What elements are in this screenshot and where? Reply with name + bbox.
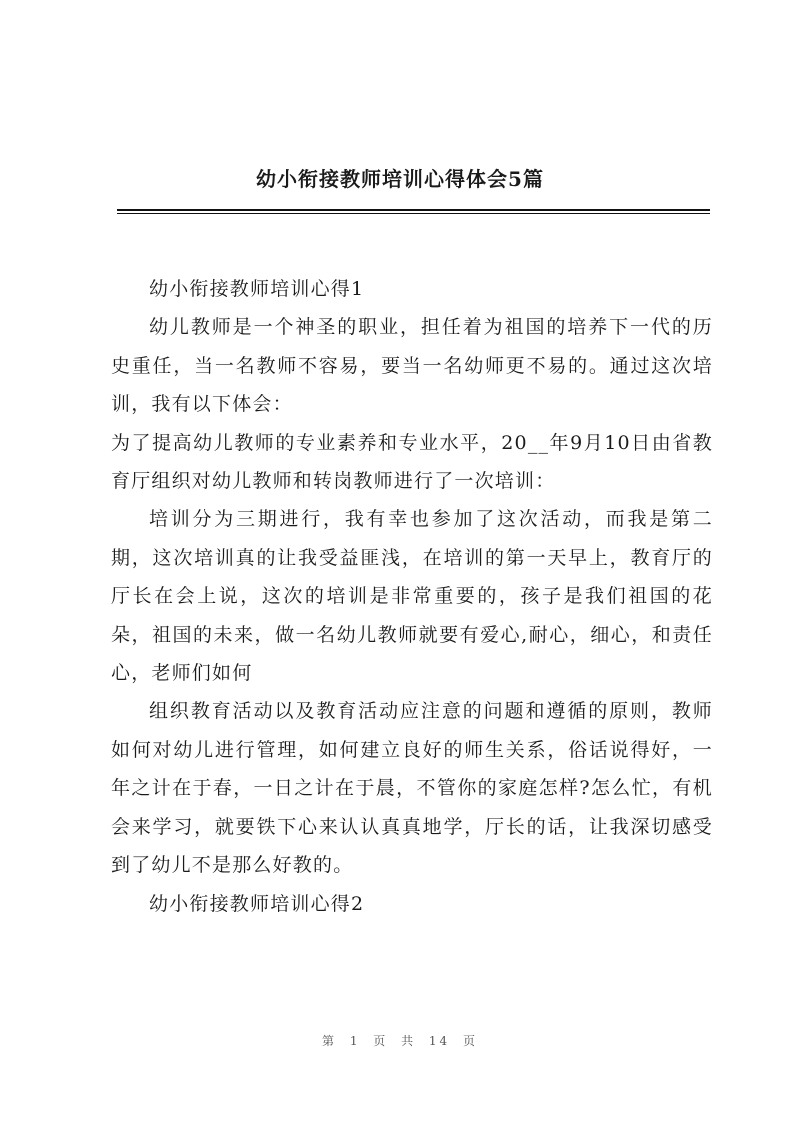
paragraph-1: 幼儿教师是一个神圣的职业，担任着为祖国的培养下一代的历史重任，当一名教师不容易，要当一名幼师更不易的。通过这次培训，我有以下体会： — [111, 316, 713, 416]
title-divider — [117, 209, 710, 211]
section-heading-1: 幼小衔接教师培训心得1 — [149, 278, 365, 300]
title-divider-thin — [117, 213, 710, 214]
page-footer: 第 1 页 共 14 页 — [322, 1034, 478, 1048]
section-heading-2: 幼小衔接教师培训心得2 — [149, 892, 365, 915]
document-title: 幼小衔接教师培训心得体会5篇 — [256, 167, 544, 191]
paragraph-3: 培训分为三期进行，我有幸也参加了这次活动，而我是第二期，这次培训真的让我受益匪浅，在培训的第一天早上，教育厅的厅长在会上说，这次的培训是非常重要的，孩子是我们祖国的花朵，祖国的未来，做一名幼儿教师就要有爱心,耐心，细心，和责任心，老师们如何 — [111, 508, 713, 685]
paragraph-4: 组织教育活动以及教育活动应注意的问题和遵循的原则，教师如何对幼儿进行管理，如何建立良好的师生关系，俗话说得好，一年之计在于春，一日之计在于晨，不管你的家庭怎样?怎么忙，有机会来学习，就要铁下心来认认真真地学，厅长的话，让我深切感受到了幼儿不是那么好教的。 — [111, 700, 713, 877]
document-body — [111, 270, 713, 923]
paragraph-2: 为了提高幼儿教师的专业素养和专业水平，20__年9月10日由省教育厅组织对幼儿教师和转岗教师进行了一次培训： — [111, 431, 713, 493]
